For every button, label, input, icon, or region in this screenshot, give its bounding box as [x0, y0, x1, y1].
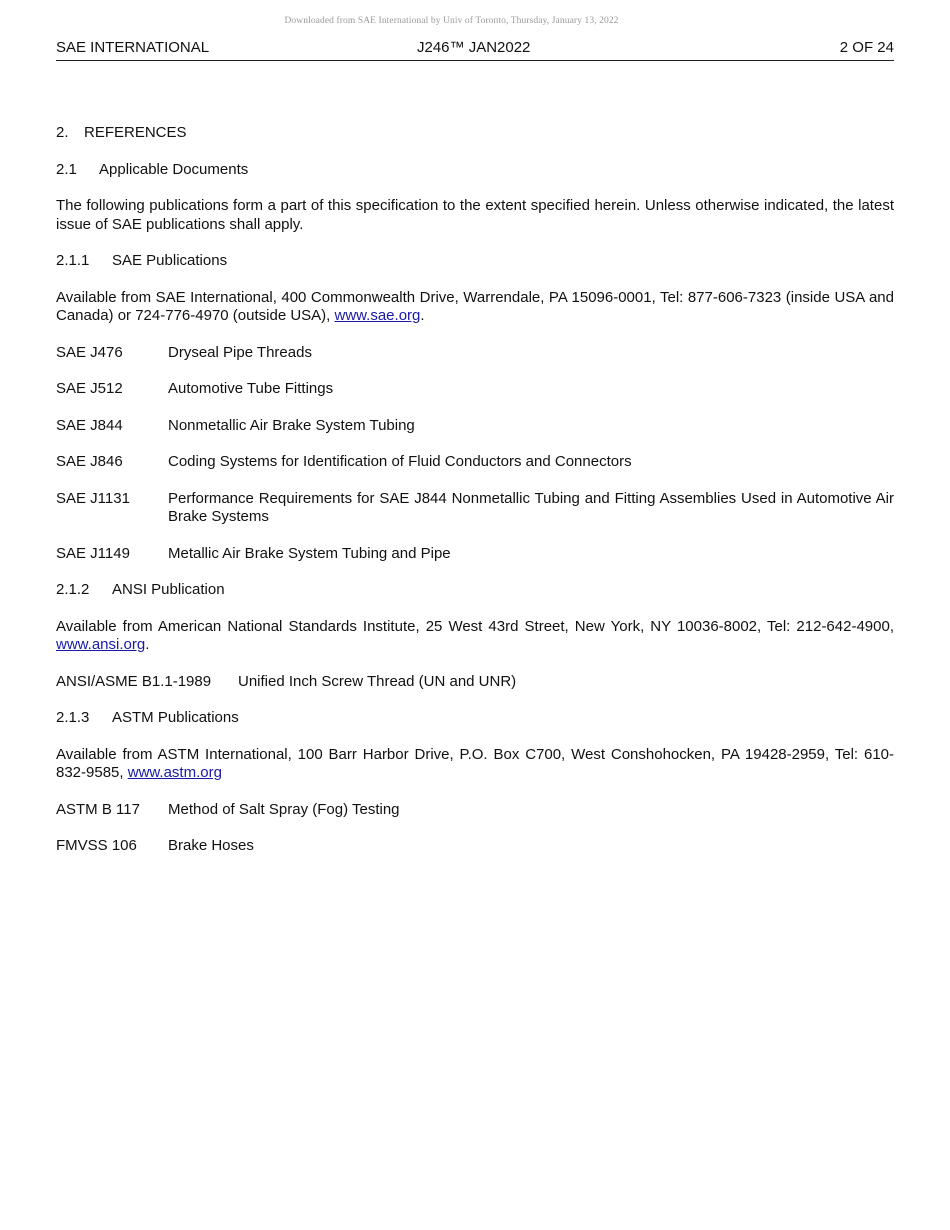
- reference-item: [56, 417, 894, 436]
- section-title: REFERENCES: [84, 124, 187, 141]
- header-organization: SAE INTERNATIONAL: [56, 39, 210, 56]
- reference-id: ASTM B 117: [56, 800, 140, 818]
- section-title: SAE Publications: [112, 252, 228, 269]
- section-heading-sae-publications: [56, 252, 894, 271]
- section-heading-ansi-publication: [56, 581, 894, 600]
- reference-title: Unified Inch Screw Thread (UN and UNR): [238, 672, 517, 690]
- reference-title: Method of Salt Spray (Fog) Testing: [168, 800, 400, 818]
- section-number: 2.: [56, 124, 69, 141]
- reference-title: Metallic Air Brake System Tubing and Pipe: [168, 544, 451, 562]
- reference-title: Dryseal Pipe Threads: [168, 343, 312, 361]
- ansi-availability-text: Available from American National Standards Institute, 25 West 43rd Street, New York, NY 10036-8002, Tel: 212-642-4900,: [56, 617, 894, 635]
- reference-item: [56, 453, 894, 472]
- reference-title: Coding Systems for Identification of Fluid Conductors and Connectors: [168, 453, 632, 470]
- reference-title: Nonmetallic Air Brake System Tubing: [168, 416, 415, 434]
- punctuation: .: [420, 307, 425, 324]
- page-header: [56, 38, 894, 61]
- reference-item: [56, 545, 894, 564]
- reference-id: SAE J846: [56, 453, 123, 470]
- reference-item: [56, 673, 894, 692]
- reference-id: ANSI/ASME B1.1-1989: [56, 672, 212, 690]
- ansi-availability-paragraph: [56, 618, 894, 655]
- section-title: ASTM Publications: [112, 709, 239, 726]
- reference-item: [56, 380, 894, 399]
- reference-id: SAE J844: [56, 416, 123, 434]
- section-number: 2.1.1: [56, 252, 90, 269]
- section-title: Applicable Documents: [99, 160, 249, 178]
- sae-website-link[interactable]: www.sae.org: [334, 307, 421, 324]
- section-number: 2.1.3: [56, 709, 90, 726]
- astm-availability-paragraph: [56, 746, 894, 783]
- reference-title: Brake Hoses: [168, 837, 254, 854]
- reference-id: SAE J1149: [56, 544, 130, 562]
- reference-item: [56, 837, 894, 856]
- reference-id: FMVSS 106: [56, 837, 137, 854]
- section-heading-astm-publications: [56, 709, 894, 728]
- reference-title: Automotive Tube Fittings: [168, 380, 334, 397]
- reference-item: [56, 490, 894, 527]
- section-heading-applicable-documents: [56, 161, 894, 180]
- section-heading-references: [56, 124, 894, 143]
- sae-availability-text: Available from SAE International, 400 Commonwealth Drive, Warrendale, PA 15096-0001, Tel: 877-606-7323 (inside USA and Canada) or 724-776-4970 (outside USA),: [56, 288, 894, 324]
- section-number: 2.1: [56, 160, 77, 178]
- reference-item: [56, 344, 894, 363]
- reference-item: [56, 801, 894, 820]
- download-watermark: Downloaded from SAE International by Univ of Toronto, Thursday, January 13, 2022: [284, 16, 619, 26]
- sae-availability-paragraph: [56, 289, 894, 326]
- section-number: 2.1.2: [56, 581, 90, 598]
- reference-id: SAE J1131: [56, 489, 130, 507]
- astm-availability-text: Available from ASTM International, 100 Barr Harbor Drive, P.O. Box C700, West Conshohocken, PA 19428-2959, Tel: 610-832-9585,: [56, 745, 894, 781]
- header-document-id: J246™ JAN2022: [417, 39, 531, 56]
- reference-title: Performance Requirements for SAE J844 Nonmetallic Tubing and Fitting Assemblies Used in Automotive Air Brake Systems: [168, 489, 894, 525]
- reference-id: SAE J476: [56, 343, 123, 361]
- section-title: ANSI Publication: [112, 581, 225, 598]
- astm-website-link[interactable]: www.astm.org: [127, 764, 222, 781]
- header-page-number: 2 OF 24: [839, 39, 894, 56]
- document-body: [56, 124, 894, 874]
- punctuation: .: [145, 636, 150, 653]
- reference-id: SAE J512: [56, 380, 123, 397]
- ansi-website-link[interactable]: www.ansi.org: [56, 636, 146, 653]
- applicable-documents-paragraph: The following publications form a part of this specification to the extent specified herein. Unless otherwise indicated, the latest issue of SAE publications shall apply.: [56, 197, 894, 233]
